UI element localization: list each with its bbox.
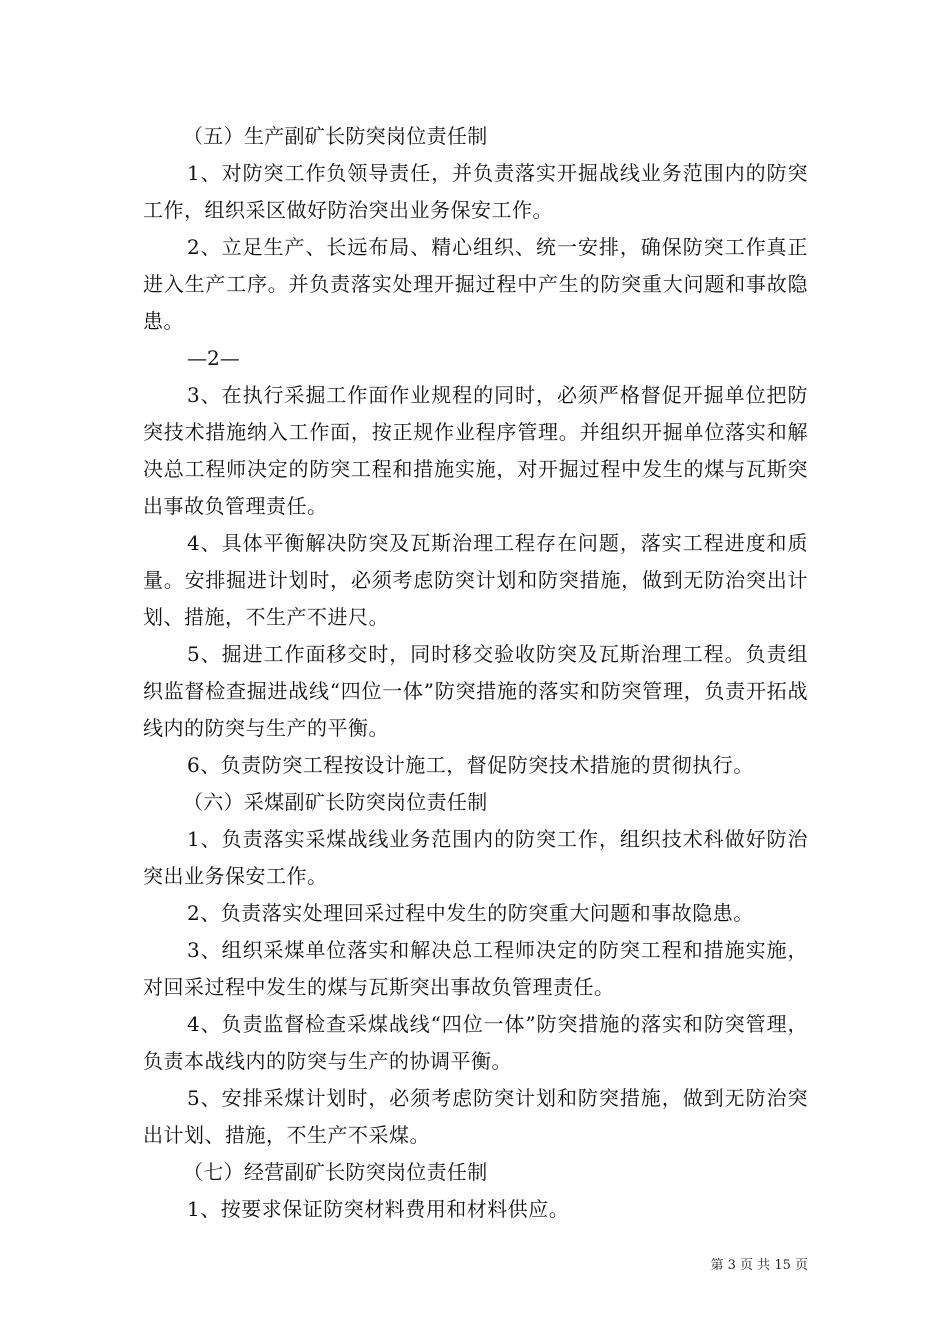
paragraph: 6、负责防突工程按设计施工，督促防突技术措施的贯彻执行。 <box>187 753 754 777</box>
paragraph: 5、安排采煤计划时，必须考虑防突计划和防突措施，做到无防治突出计划、措施，不生产不采煤。 <box>143 1086 808 1147</box>
paragraph: 2、立足生产、长远布局、精心组织、统一安排，确保防突工作真正进入生产工序。并负责落实处理开掘过程中产生的防突重大问题和事故隐患。 <box>143 235 808 333</box>
paragraph: 4、具体平衡解决防突及瓦斯治理工程存在问题，落实工程进度和质量。安排掘进计划时，必须考虑防突计划和防突措施，做到无防治突出计划、措施，不生产不进尺。 <box>143 531 808 629</box>
paragraph: 5、掘进工作面移交时，同时移交验收防突及瓦斯治理工程。负责组织监督检查掘进战线“四位一体”防突措施的落实和防突管理，负责开拓战线内的防突与生产的平衡。 <box>143 642 808 740</box>
section-heading-7: （七）经营副矿长防突岗位责任制 <box>183 1160 488 1184</box>
section-heading-6: （六）采煤副矿长防突岗位责任制 <box>183 790 488 814</box>
paragraph: 1、负责落实采煤战线业务范围内的防突工作，组织技术科做好防治突出业务保安工作。 <box>143 827 808 888</box>
paragraph: 1、对防突工作负领导责任，并负责落实开掘战线业务范围内的防突工作，组织采区做好防治突出业务保安工作。 <box>143 161 808 222</box>
page-marker: —2— <box>187 346 240 370</box>
paragraph: 3、在执行采掘工作面作业规程的同时，必须严格督促开掘单位把防突技术措施纳入工作面，按正规作业程序管理。并组织开掘单位落实和解决总工程师决定的防突工程和措施实施，对开掘过程中发生的煤与瓦斯突出事故负管理责任。 <box>143 383 808 518</box>
paragraph: 1、按要求保证防突材料费用和材料供应。 <box>187 1197 570 1221</box>
paragraph: 2、负责落实处理回采过程中发生的防突重大问题和事故隐患。 <box>187 901 754 925</box>
paragraph: 4、负责监督检查采煤战线“四位一体”防突措施的落实和防突管理，负责本战线内的防突与生产的协调平衡。 <box>143 1012 808 1073</box>
section-heading-5: （五）生产副矿长防突岗位责任制 <box>183 124 488 148</box>
document-body <box>143 118 808 1228</box>
page-number-footer: 第 3 页 共 15 页 <box>710 1258 808 1273</box>
paragraph: 3、组织采煤单位落实和解决总工程师决定的防突工程和措施实施，对回采过程中发生的煤与瓦斯突出事故负管理责任。 <box>143 938 808 999</box>
